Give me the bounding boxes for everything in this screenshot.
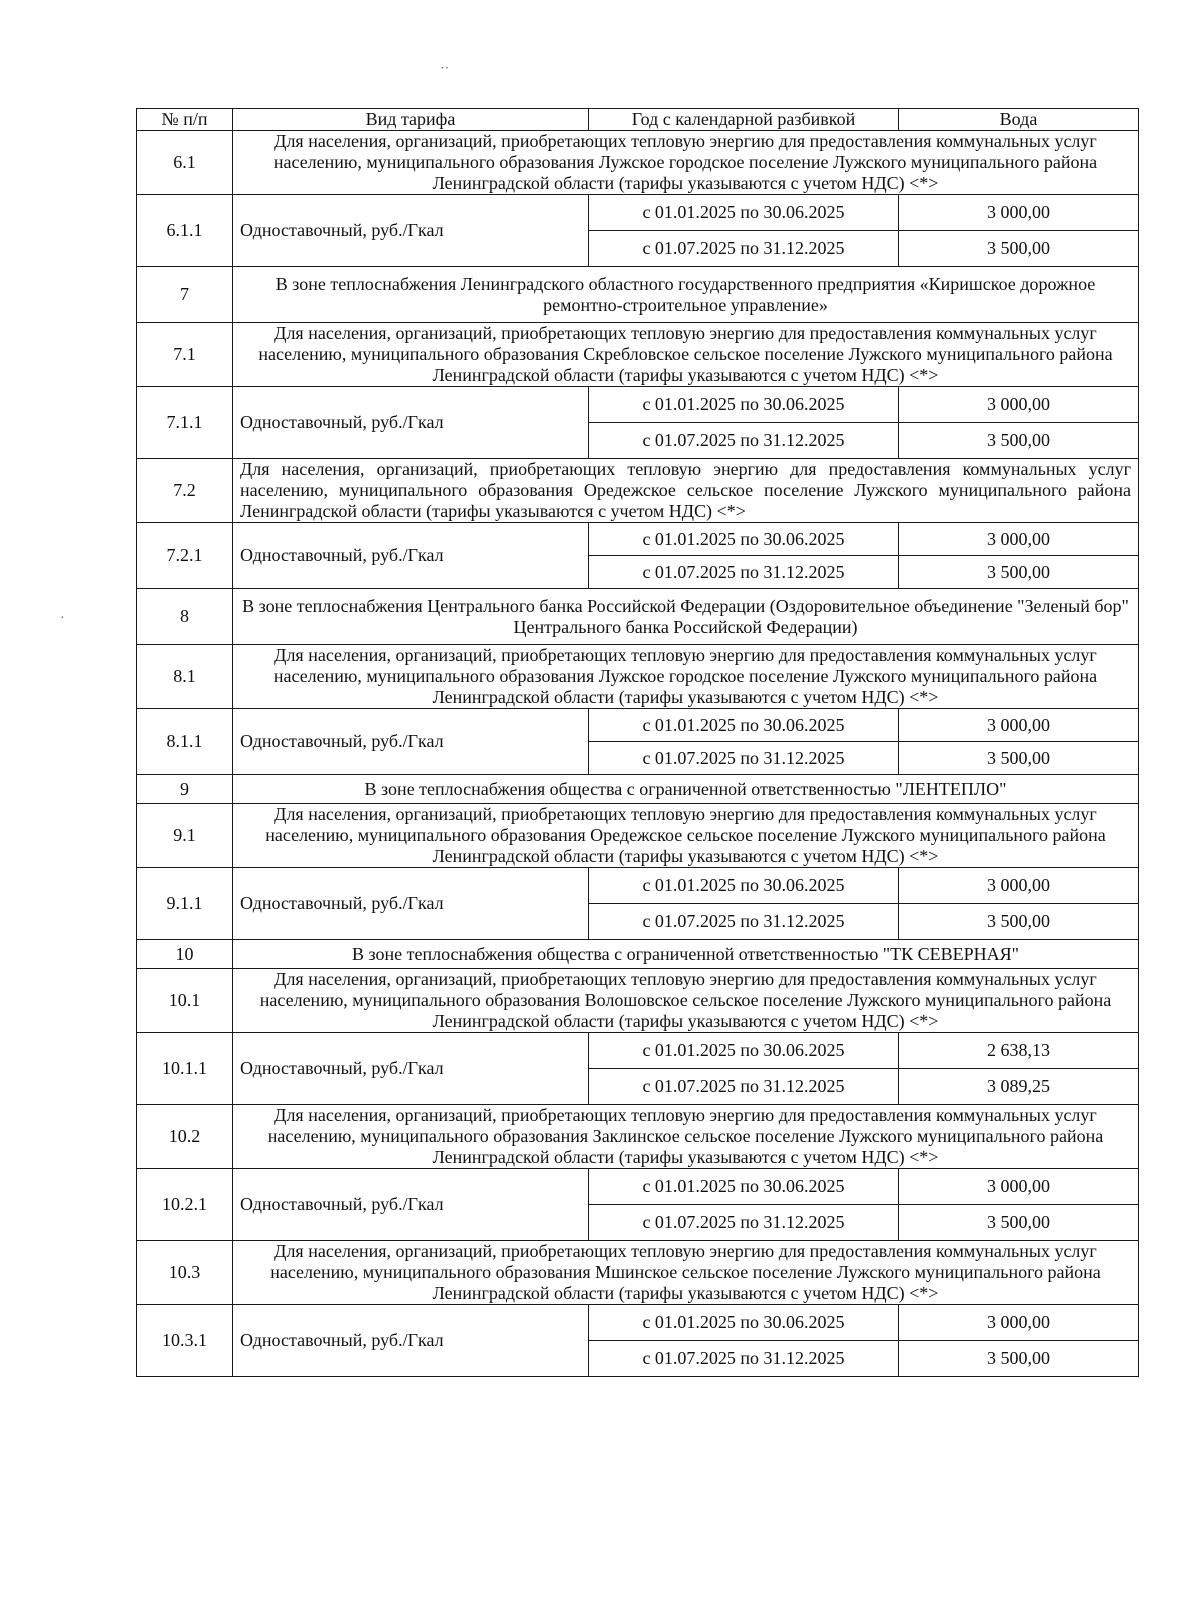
row-number: 7.1 [137, 323, 233, 387]
row-description: Для населения, организаций, приобретающих тепловую энергию для предоставления коммунальных услуг населению, муниципального образования Оредежское сельское поселение Лужского муниципального района Ленинградской области (тарифы указываются с учетом НДС) <*> [233, 459, 1139, 523]
row-description: Для населения, организаций, приобретающих тепловую энергию для предоставления коммунальных услуг населению, муниципального образования Лужское городское поселение Лужского муниципального района Ленинградской области (тарифы указываются с учетом НДС) <*> [233, 645, 1139, 709]
value-first-half: 3 000,00 [899, 195, 1139, 231]
period-first-half: с 01.01.2025 по 30.06.2025 [589, 195, 899, 231]
row-number: 10.1.1 [137, 1033, 233, 1105]
tariff-kind: Одноставочный, руб./Гкал [233, 1169, 589, 1241]
zone-title: В зоне теплоснабжения общества с ограниченной ответственностью "ТК СЕВЕРНАЯ" [233, 940, 1139, 969]
header-cell-tariff-type: Вид тарифа [233, 109, 589, 131]
row-number: 9.1 [137, 804, 233, 868]
table-row-description [137, 1105, 1139, 1169]
value-second-half: 3 500,00 [899, 423, 1139, 459]
row-number: 8.1 [137, 645, 233, 709]
table-body [137, 131, 1139, 1377]
table-row-tariff [137, 387, 1139, 423]
table-row-tariff [137, 195, 1139, 231]
period-second-half: с 01.07.2025 по 31.12.2025 [589, 1341, 899, 1377]
row-description: Для населения, организаций, приобретающих тепловую энергию для предоставления коммунальных услуг населению, муниципального образования Лужское городское поселение Лужского муниципального района Ленинградской области (тарифы указываются с учетом НДС) <*> [233, 131, 1139, 195]
table-row-description [137, 645, 1139, 709]
table-row-description [137, 323, 1139, 387]
header-cell-water: Вода [899, 109, 1139, 131]
tariff-kind: Одноставочный, руб./Гкал [233, 387, 589, 459]
period-first-half: с 01.01.2025 по 30.06.2025 [589, 523, 899, 556]
row-number: 7.2.1 [137, 523, 233, 589]
header-cell-number: № п/п [137, 109, 233, 131]
row-number: 10.2.1 [137, 1169, 233, 1241]
scan-artifact: · [60, 611, 65, 626]
row-number: 6.1 [137, 131, 233, 195]
row-description: Для населения, организаций, приобретающих тепловую энергию для предоставления коммунальных услуг населению, муниципального образования Волошовское сельское поселение Лужского муниципального района Ленинградской области (тарифы указываются с учетом НДС) <*> [233, 969, 1139, 1033]
row-description: Для населения, организаций, приобретающих тепловую энергию для предоставления коммунальных услуг населению, муниципального образования Скребловское сельское поселение Лужского муниципального района Ленинградской области (тарифы указываются с учетом НДС) <*> [233, 323, 1139, 387]
table-row-zone [137, 775, 1139, 804]
zone-title: В зоне теплоснабжения Ленинградского областного государственного предприятия «Киришское дорожное ремонтно-строительное управление» [233, 267, 1139, 323]
value-second-half: 3 500,00 [899, 742, 1139, 775]
row-number: 10.3 [137, 1241, 233, 1305]
row-description: Для населения, организаций, приобретающих тепловую энергию для предоставления коммунальных услуг населению, муниципального образования Заклинское сельское поселение Лужского муниципального района Ленинградской области (тарифы указываются с учетом НДС) <*> [233, 1105, 1139, 1169]
row-number: 10.1 [137, 969, 233, 1033]
row-number: 7.2 [137, 459, 233, 523]
table-row-description [137, 969, 1139, 1033]
value-second-half: 3 500,00 [899, 904, 1139, 940]
period-first-half: с 01.01.2025 по 30.06.2025 [589, 709, 899, 742]
zone-title: В зоне теплоснабжения общества с ограниченной ответственностью "ЛЕНТЕПЛО" [233, 775, 1139, 804]
period-first-half: с 01.01.2025 по 30.06.2025 [589, 1033, 899, 1069]
value-first-half: 3 000,00 [899, 1305, 1139, 1341]
row-number: 10.2 [137, 1105, 233, 1169]
value-first-half: 3 000,00 [899, 387, 1139, 423]
table-row-tariff [137, 523, 1139, 556]
value-second-half: 3 500,00 [899, 1341, 1139, 1377]
period-second-half: с 01.07.2025 по 31.12.2025 [589, 1069, 899, 1105]
table-row-tariff [137, 1169, 1139, 1205]
value-second-half: 3 500,00 [899, 231, 1139, 267]
period-second-half: с 01.07.2025 по 31.12.2025 [589, 231, 899, 267]
table-row-tariff [137, 868, 1139, 904]
row-number: 10.3.1 [137, 1305, 233, 1377]
period-first-half: с 01.01.2025 по 30.06.2025 [589, 868, 899, 904]
value-first-half: 3 000,00 [899, 709, 1139, 742]
table-row-tariff [137, 1033, 1139, 1069]
tariff-table [136, 108, 1139, 1377]
value-second-half: 3 500,00 [899, 1205, 1139, 1241]
row-number: 7 [137, 267, 233, 323]
table-row-description [137, 804, 1139, 868]
tariff-kind: Одноставочный, руб./Гкал [233, 1033, 589, 1105]
table-row-tariff [137, 1305, 1139, 1341]
table-row-zone [137, 940, 1139, 969]
value-first-half: 2 638,13 [899, 1033, 1139, 1069]
period-first-half: с 01.01.2025 по 30.06.2025 [589, 1169, 899, 1205]
value-first-half: 3 000,00 [899, 1169, 1139, 1205]
scan-artifact: ˙˙ [440, 65, 450, 80]
table-row-zone [137, 589, 1139, 645]
period-second-half: с 01.07.2025 по 31.12.2025 [589, 556, 899, 589]
period-first-half: с 01.01.2025 по 30.06.2025 [589, 387, 899, 423]
value-second-half: 3 500,00 [899, 556, 1139, 589]
tariff-kind: Одноставочный, руб./Гкал [233, 709, 589, 775]
row-number: 9.1.1 [137, 868, 233, 940]
period-first-half: с 01.01.2025 по 30.06.2025 [589, 1305, 899, 1341]
tariff-kind: Одноставочный, руб./Гкал [233, 1305, 589, 1377]
row-number: 8.1.1 [137, 709, 233, 775]
row-number: 8 [137, 589, 233, 645]
row-number: 9 [137, 775, 233, 804]
row-description: Для населения, организаций, приобретающих тепловую энергию для предоставления коммунальных услуг населению, муниципального образования Оредежское сельское поселение Лужского муниципального района Ленинградской области (тарифы указываются с учетом НДС) <*> [233, 804, 1139, 868]
table-row-description [137, 131, 1139, 195]
table-header-row [137, 109, 1139, 131]
value-second-half: 3 089,25 [899, 1069, 1139, 1105]
tariff-kind: Одноставочный, руб./Гкал [233, 523, 589, 589]
table-row-zone [137, 267, 1139, 323]
row-number: 10 [137, 940, 233, 969]
header-cell-period: Год с календарной разбивкой [589, 109, 899, 131]
value-first-half: 3 000,00 [899, 523, 1139, 556]
period-second-half: с 01.07.2025 по 31.12.2025 [589, 423, 899, 459]
row-description: Для населения, организаций, приобретающих тепловую энергию для предоставления коммунальных услуг населению, муниципального образования Мшинское сельское поселение Лужского муниципального района Ленинградской области (тарифы указываются с учетом НДС) <*> [233, 1241, 1139, 1305]
table-row-description [137, 1241, 1139, 1305]
period-second-half: с 01.07.2025 по 31.12.2025 [589, 904, 899, 940]
row-number: 6.1.1 [137, 195, 233, 267]
row-number: 7.1.1 [137, 387, 233, 459]
zone-title: В зоне теплоснабжения Центрального банка Российской Федерации (Оздоровительное объединение "Зеленый бор" Центрального банка Российской Федерации) [233, 589, 1139, 645]
value-first-half: 3 000,00 [899, 868, 1139, 904]
period-second-half: с 01.07.2025 по 31.12.2025 [589, 1205, 899, 1241]
tariff-kind: Одноставочный, руб./Гкал [233, 868, 589, 940]
period-second-half: с 01.07.2025 по 31.12.2025 [589, 742, 899, 775]
table-row-description [137, 459, 1139, 523]
table-row-tariff [137, 709, 1139, 742]
tariff-kind: Одноставочный, руб./Гкал [233, 195, 589, 267]
